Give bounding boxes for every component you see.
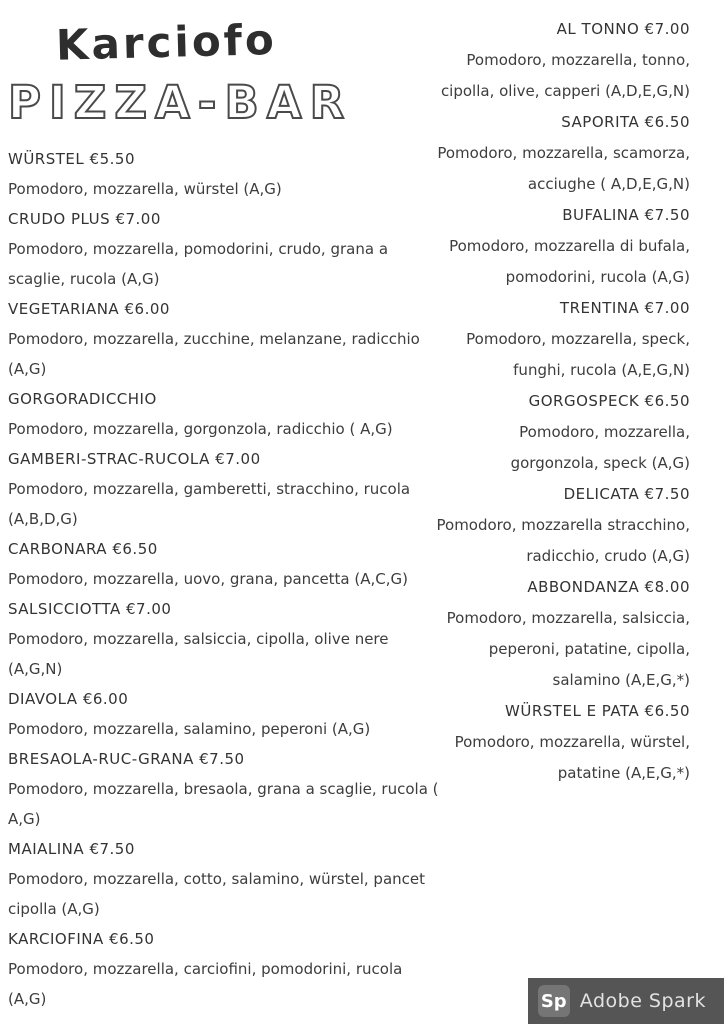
- item-name: WÜRSTEL E PATA: [505, 702, 640, 720]
- menu-column-left: [8, 12, 444, 1014]
- item-description: Pomodoro, mozzarella, pomodorini, crudo, grana a scaglie, rucola (A,G): [8, 240, 389, 289]
- menu-item: [8, 204, 444, 294]
- item-description: Pomodoro, mozzarella, gorgonzola, speck (A,G): [510, 423, 690, 472]
- item-name: SALSICCIOTTA: [8, 600, 121, 619]
- item-name: CARBONARA: [8, 540, 108, 559]
- item-description: Pomodoro, mozzarella, carciofini, pomodorini, rucola (A,G): [8, 960, 403, 1009]
- item-name-line: [8, 534, 444, 564]
- item-description: Pomodoro, mozzarella, uovo, grana, pancetta (A,C,G): [8, 570, 408, 589]
- item-description: Pomodoro, mozzarella, cotto, salamino, würstel, pancet cipolla (A,G): [8, 870, 425, 919]
- item-name-line: [8, 834, 444, 864]
- item-name-line: [8, 744, 444, 774]
- item-description: Pomodoro, mozzarella, zucchine, melanzane, radicchio (A,G): [8, 330, 420, 379]
- item-name: KARCIOFINA: [8, 930, 104, 949]
- adobe-spark-label: Adobe Spark: [579, 990, 706, 1012]
- menu-column-right: [434, 14, 690, 789]
- item-description: Pomodoro, mozzarella, würstel (A,G): [8, 180, 282, 199]
- item-name: BUFALINA: [562, 206, 640, 224]
- restaurant-name: Karciofo: [55, 14, 278, 70]
- item-price: €5.50: [89, 150, 135, 169]
- item-price: €7.00: [125, 600, 172, 619]
- menu-item: [8, 384, 444, 444]
- item-name: DIAVOLA: [8, 690, 78, 709]
- menu-item: [434, 14, 690, 107]
- item-name-line: [434, 386, 690, 417]
- menu-item: [8, 834, 444, 924]
- item-price: €7.50: [644, 206, 690, 224]
- item-name: SAPORITA: [561, 113, 640, 131]
- item-price: €7.00: [644, 20, 690, 38]
- menu-item: [8, 144, 444, 204]
- menu-item: [434, 293, 690, 386]
- item-name-line: [8, 144, 444, 174]
- item-description: Pomodoro, mozzarella, tonno, cipolla, olive, capperi (A,D,E,G,N): [440, 51, 690, 100]
- menu-item: [434, 107, 690, 200]
- item-description: Pomodoro, mozzarella, bresaola, grana a scaglie, rucola ( A,G): [8, 780, 439, 829]
- item-description: Pomodoro, mozzarella stracchino, radicchio, crudo (A,G): [436, 516, 690, 565]
- menu-item: [434, 386, 690, 479]
- menu-item: [434, 479, 690, 572]
- item-name-line: [434, 293, 690, 324]
- adobe-spark-watermark: [528, 978, 724, 1024]
- item-price: €7.00: [215, 450, 261, 469]
- item-description: Pomodoro, mozzarella, gorgonzola, radicchio ( A,G): [8, 420, 393, 439]
- menu-item: [8, 444, 444, 534]
- item-name: MAIALINA: [8, 840, 85, 859]
- item-name-line: [434, 696, 690, 727]
- item-name: VEGETARIANA: [8, 300, 120, 319]
- item-name: CRUDO PLUS: [8, 210, 111, 229]
- item-price: €6.50: [644, 702, 690, 720]
- item-name: AL TONNO: [556, 20, 640, 38]
- item-name-line: [434, 200, 690, 231]
- menu-item: [434, 200, 690, 293]
- item-name: TRENTINA: [559, 299, 640, 317]
- item-name-line: [434, 14, 690, 45]
- item-price: €6.50: [109, 930, 155, 949]
- item-price: €7.00: [115, 210, 161, 229]
- item-name-line: [8, 294, 444, 324]
- item-price: €6.00: [124, 300, 170, 319]
- adobe-spark-logo-icon: Sp: [538, 985, 570, 1017]
- restaurant-subtitle: PIZZA-BAR: [8, 76, 353, 130]
- menu-item: [8, 534, 444, 594]
- menu-item: [8, 924, 444, 1014]
- item-price: €6.00: [82, 690, 129, 709]
- menu-item: [8, 294, 444, 384]
- item-name: GAMBERI-STRAC-RUCOLA: [8, 450, 210, 469]
- item-name-line: [8, 384, 444, 414]
- item-name-line: [8, 204, 444, 234]
- item-description: Pomodoro, mozzarella, scamorza, acciughe ( A,D,E,G,N): [437, 144, 690, 193]
- item-price: €7.50: [89, 840, 135, 859]
- item-price: €6.50: [644, 113, 690, 131]
- item-description: Pomodoro, mozzarella, speck, funghi, rucola (A,E,G,N): [466, 330, 690, 379]
- item-name-line: [8, 924, 444, 954]
- menu-header: [8, 12, 444, 130]
- item-name: WÜRSTEL: [8, 150, 85, 169]
- item-name-line: [8, 684, 444, 714]
- menu-item: [8, 594, 444, 684]
- menu-item: [434, 572, 690, 696]
- item-name: BRESAOLA-RUC-GRANA: [8, 750, 194, 769]
- item-price: €8.00: [644, 578, 690, 596]
- item-name: DELICATA: [563, 485, 640, 503]
- menu-item: [8, 684, 444, 744]
- item-price: €7.00: [644, 299, 690, 317]
- item-name-line: [8, 444, 444, 474]
- item-description: Pomodoro, mozzarella di bufala, pomodorini, rucola (A,G): [449, 237, 690, 286]
- menu-item: [8, 744, 444, 834]
- item-price: €7.50: [199, 750, 245, 769]
- item-description: Pomodoro, mozzarella, salsiccia, cipolla, olive nere (A,G,N): [8, 630, 389, 679]
- item-name: GORGORADICCHIO: [8, 390, 157, 409]
- item-description: Pomodoro, mozzarella, gamberetti, stracchino, rucola (A,B,D,G): [8, 480, 411, 529]
- item-name-line: [434, 479, 690, 510]
- item-name: ABBONDANZA: [527, 578, 640, 596]
- item-price: €7.50: [644, 485, 690, 503]
- item-description: Pomodoro, mozzarella, salsiccia, peperoni, patatine, cipolla, salamino (A,E,G,*): [446, 609, 690, 689]
- item-price: €6.50: [112, 540, 158, 559]
- item-name-line: [434, 572, 690, 603]
- item-name-line: [434, 107, 690, 138]
- menu-item: [434, 696, 690, 789]
- item-name: GORGOSPECK: [528, 392, 640, 410]
- item-description: Pomodoro, mozzarella, würstel, patatine (A,E,G,*): [454, 733, 690, 782]
- menu-items-left: [8, 144, 444, 1014]
- item-price: €6.50: [644, 392, 690, 410]
- item-name-line: [8, 594, 444, 624]
- item-description: Pomodoro, mozzarella, salamino, peperoni (A,G): [8, 720, 371, 739]
